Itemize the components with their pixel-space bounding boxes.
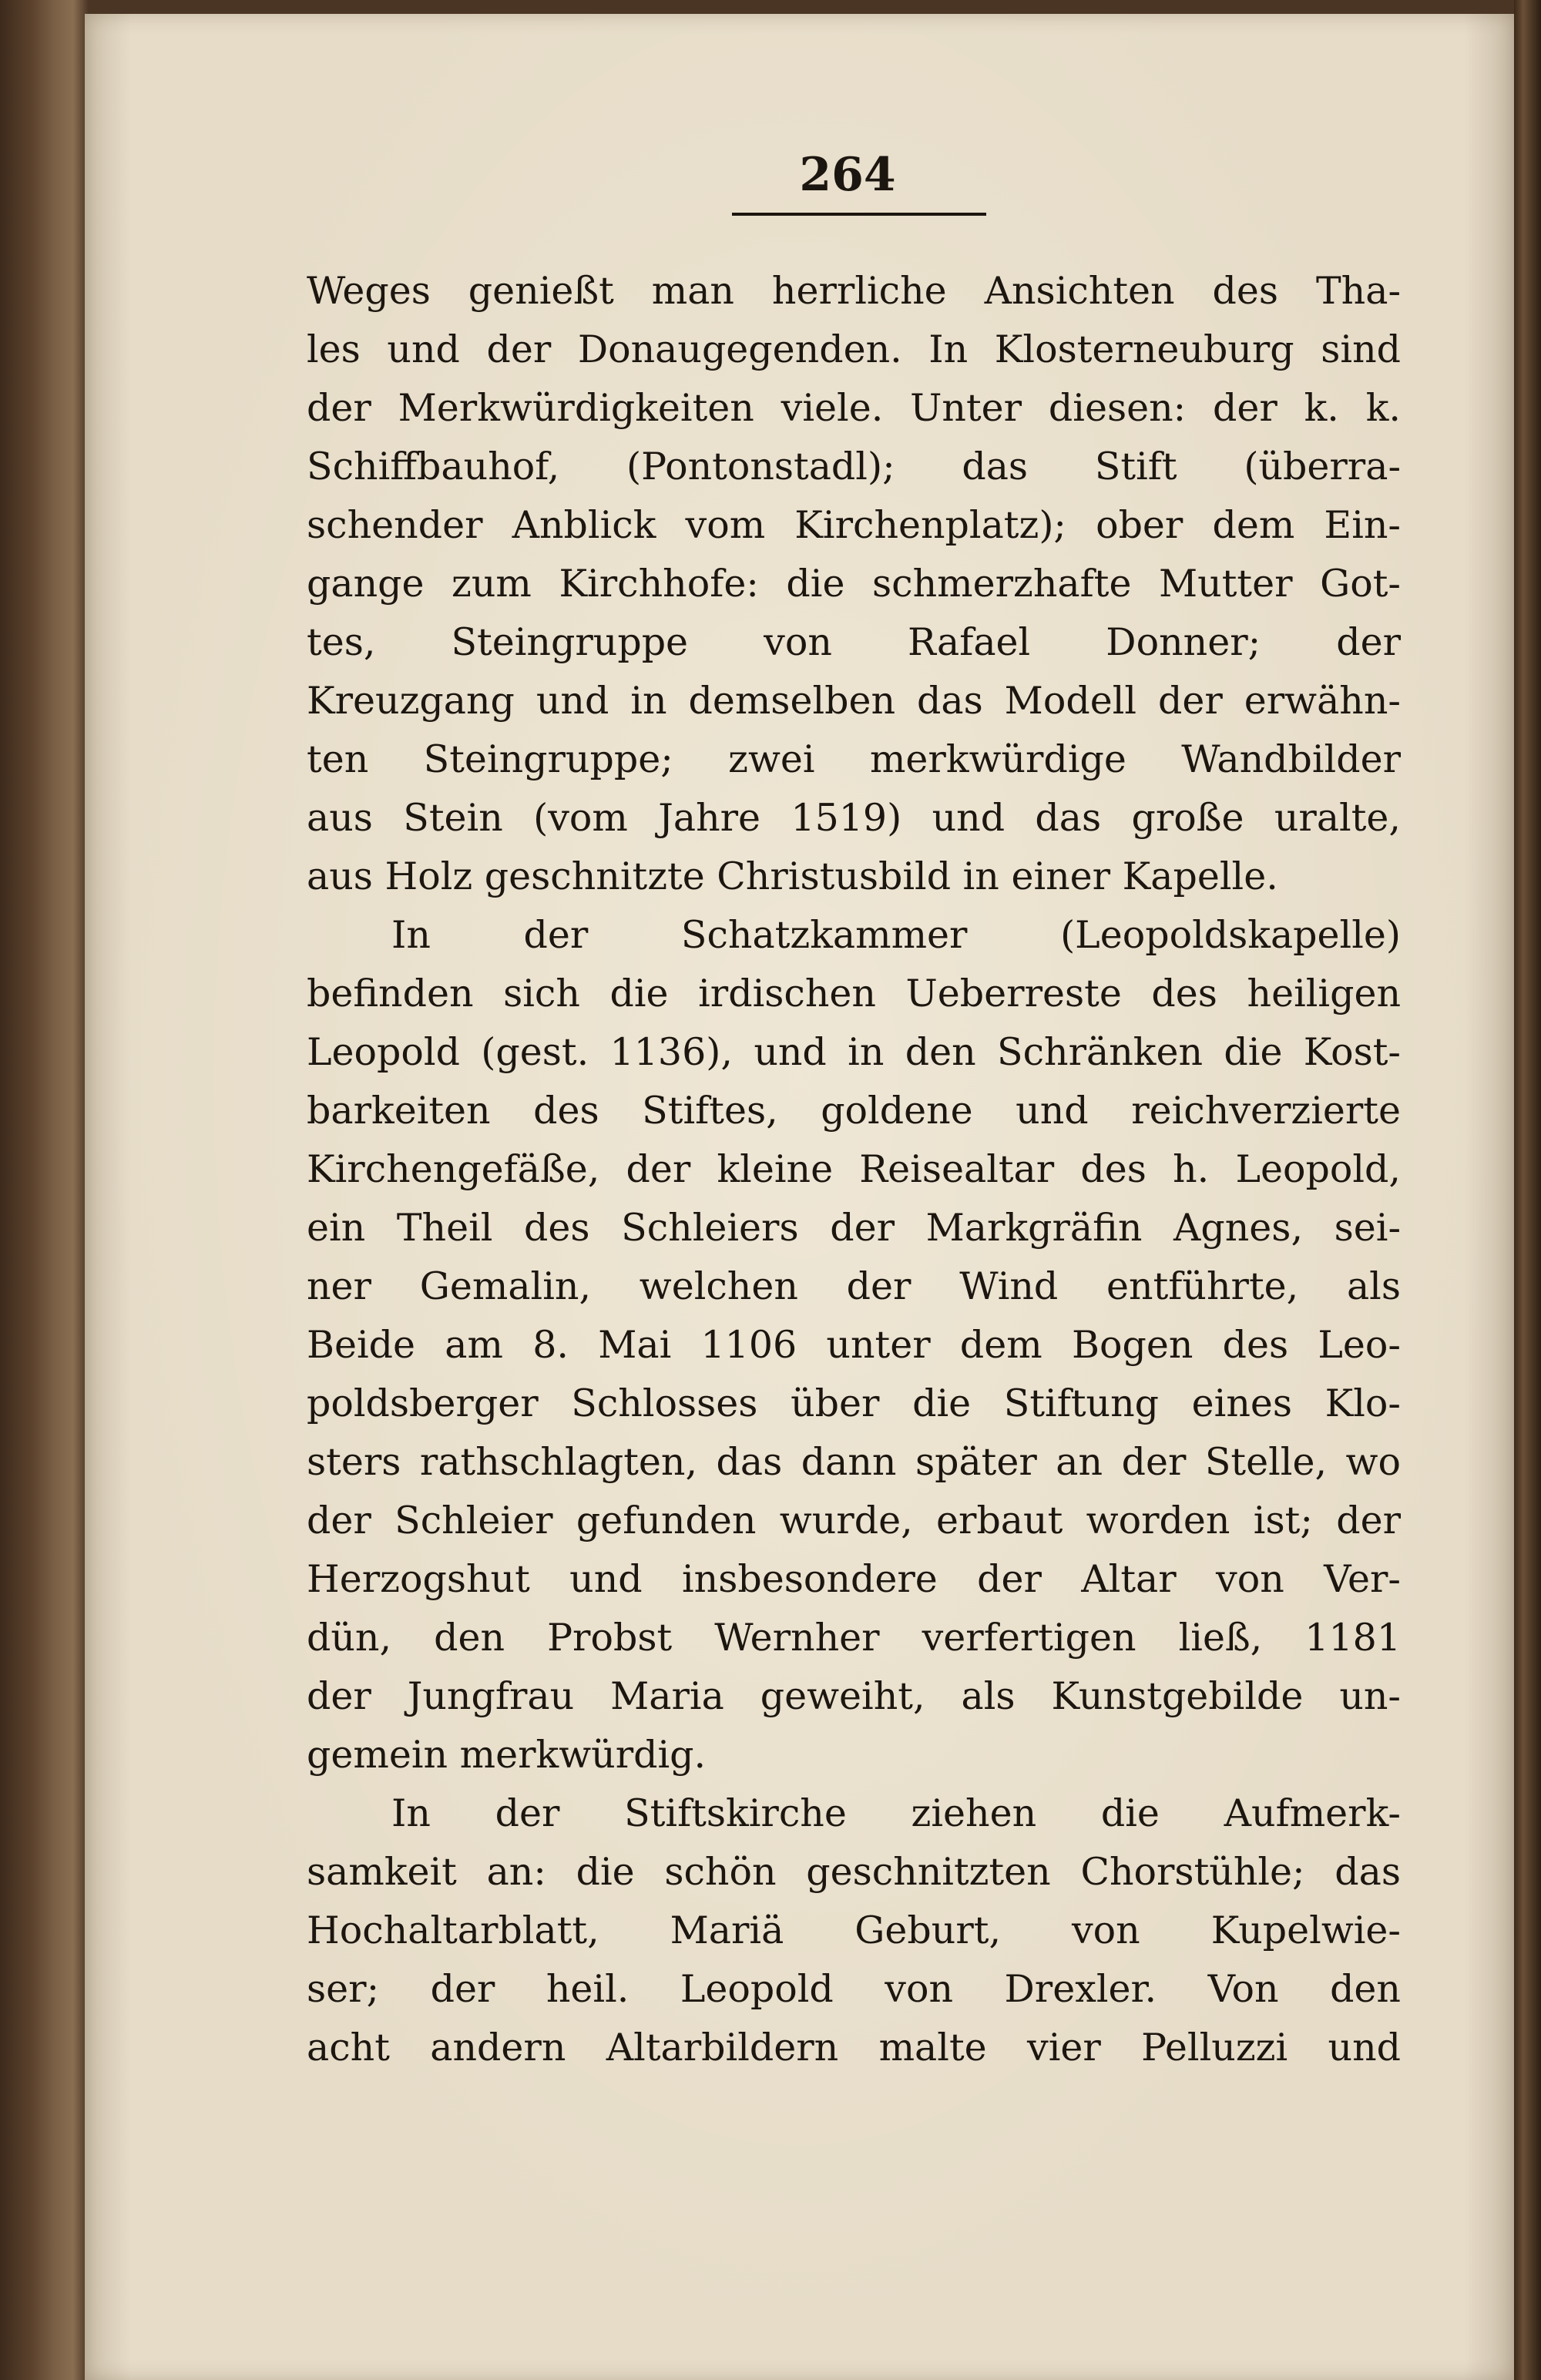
text-line: Weges genießt man herrliche Ansichten des Tha-	[307, 269, 1401, 313]
body-text	[307, 262, 1401, 2077]
header-rule	[732, 213, 986, 216]
text-line: aus Holz geschnitzte Christusbild in einer Kapelle.	[307, 854, 1278, 898]
book-edge	[1514, 0, 1541, 2380]
text-line: Herzogshut und insbesondere der Altar von Ver-	[307, 1557, 1401, 1601]
paragraph-start-line: In der Schatzkammer (Leopoldskapelle)	[391, 913, 1401, 957]
text-line: gemein merkwürdig.	[307, 1733, 707, 1777]
text-line: der Schleier gefunden wurde, erbaut worden ist; der	[307, 1499, 1401, 1542]
text-line: ein Theil des Schleiers der Markgräfin Agnes, sei-	[307, 1206, 1401, 1250]
text-line: der Merkwürdigkeiten viele. Unter diesen: der k. k.	[307, 386, 1401, 430]
text-line: sters rathschlagten, das dann später an der Stelle, wo	[307, 1440, 1401, 1484]
text-line: Leopold (gest. 1136), und in den Schränken die Kost-	[307, 1030, 1401, 1074]
text-line: les und der Donaugegenden. In Klosterneuburg sind	[307, 327, 1401, 371]
text-line: ten Steingruppe; zwei merkwürdige Wandbilder	[307, 737, 1401, 781]
text-line: ser; der heil. Leopold von Drexler. Von den	[307, 1967, 1401, 2011]
text-line: acht andern Altarbildern malte vier Pelluzzi und	[307, 2026, 1401, 2069]
text-line: Hochaltarblatt, Mariä Geburt, von Kupelwie-	[307, 1908, 1401, 1952]
text-line: Kreuzgang und in demselben das Modell der erwähn-	[307, 679, 1401, 723]
text-line: dün, den Probst Wernher verfertigen ließ, 1181	[307, 1616, 1401, 1660]
text-line: ner Gemalin, welchen der Wind entführte, als	[307, 1264, 1401, 1308]
text-line: tes, Steingruppe von Rafael Donner; der	[307, 620, 1401, 664]
text-line: samkeit an: die schön geschnitzten Chorstühle; das	[307, 1850, 1401, 1894]
text-line: poldsberger Schlosses über die Stiftung eines Klo-	[307, 1381, 1401, 1425]
text-line: gange zum Kirchhofe: die schmerzhafte Mutter Got-	[307, 562, 1401, 606]
text-line: schender Anblick vom Kirchenplatz); ober dem Ein-	[307, 503, 1401, 547]
text-line: barkeiten des Stiftes, goldene und reichverzierte	[307, 1089, 1401, 1133]
paragraph-start-line: In der Stiftskirche ziehen die Aufmerk-	[391, 1791, 1401, 1835]
page-number: 264	[799, 148, 896, 202]
text-line: Beide am 8. Mai 1106 unter dem Bogen des Leo-	[307, 1323, 1401, 1367]
text-line: Schiffbauhof, (Pontonstadl); das Stift (überra-	[307, 445, 1401, 488]
text-line: der Jungfrau Maria geweiht, als Kunstgebilde un-	[307, 1674, 1401, 1718]
text-line: aus Stein (vom Jahre 1519) und das große uralte,	[307, 796, 1401, 840]
text-line: Kirchengefäße, der kleine Reisealtar des h. Leopold,	[307, 1147, 1401, 1191]
text-line: befinden sich die irdischen Ueberreste des heiligen	[307, 972, 1401, 1015]
